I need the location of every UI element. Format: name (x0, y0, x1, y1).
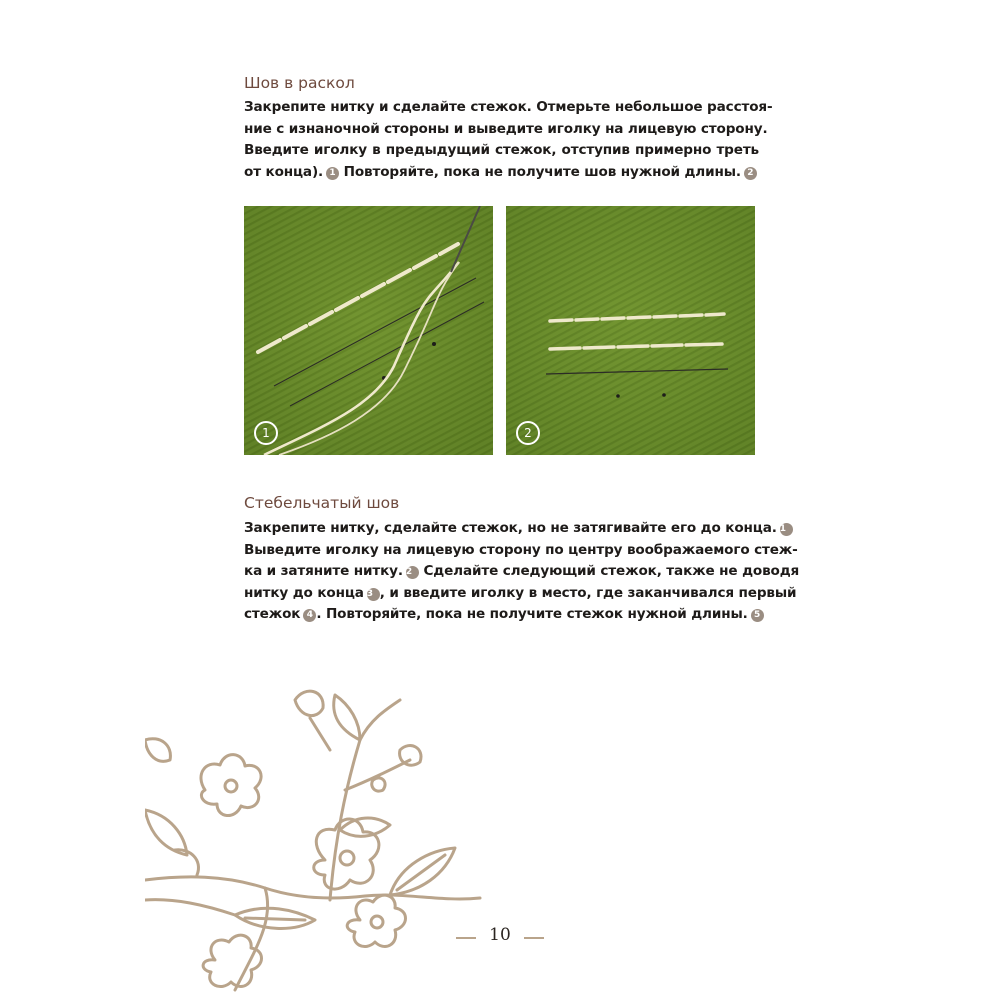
page-number-dash-left (456, 937, 476, 939)
text-run: Закрепите нитку, сделайте стежок, но не затягивайте его до конца. (244, 520, 777, 536)
text-line (244, 119, 768, 141)
text-run: ние с изнаночной стороны и выведите иголку на лицевую сторону. (244, 120, 768, 137)
page-number-dash-right (524, 937, 544, 939)
text-run: стежок (244, 606, 301, 623)
text-run: . Повторяйте, пока не получите стежок нужной длины. (316, 606, 748, 623)
step-number-badge: 3 (367, 588, 380, 601)
page-number: 10 (489, 925, 511, 945)
paragraph-split-stitch (244, 97, 773, 183)
step-number-badge: 1 (326, 167, 339, 180)
text-run: нитку до конца (244, 584, 364, 601)
text-line (244, 518, 786, 540)
step-number-badge: 4 (303, 609, 316, 622)
text-run: , и введите иголку в место, где заканчивался первый (379, 584, 797, 601)
text-line (244, 583, 797, 605)
photo-split-stitch-step-1 (244, 206, 493, 455)
step-number-badge: 2 (406, 566, 419, 579)
text-line (244, 140, 759, 162)
text-run: Сделайте следующий стежок, также не доводя (418, 563, 800, 580)
section-heading-split-stitch: Шов в раскол (244, 74, 355, 92)
text-run: ка и затяните нитку. (244, 563, 403, 580)
photo-number-badge: 1 (254, 421, 278, 445)
text-run: Выведите иголку на лицевую сторону по центру воображаемого стеж- (244, 541, 798, 558)
text-run: Введите иголку в предыдущий стежок, отступив примерно треть (244, 142, 759, 159)
photo-number-badge: 2 (516, 421, 540, 445)
text-line (244, 604, 759, 626)
text-line (244, 162, 759, 184)
text-run: от конца). (244, 163, 324, 180)
step-number-badge: 1 (780, 523, 793, 536)
floral-branch-ornament (145, 670, 490, 1000)
step-number-badge: 2 (744, 167, 757, 180)
paragraph-stem-stitch (244, 518, 800, 626)
photo-split-stitch-step-2 (506, 206, 755, 455)
text-line (244, 561, 800, 583)
text-line (244, 97, 773, 119)
text-line (244, 540, 798, 562)
text-run: Закрепите нитку и сделайте стежок. Отмерьте небольшое расстоя- (244, 99, 773, 115)
section-heading-stem-stitch: Стебельчатый шов (244, 494, 400, 512)
text-run: Повторяйте, пока не получите шов нужной длины. (339, 163, 741, 180)
step-number-badge: 5 (751, 609, 764, 622)
